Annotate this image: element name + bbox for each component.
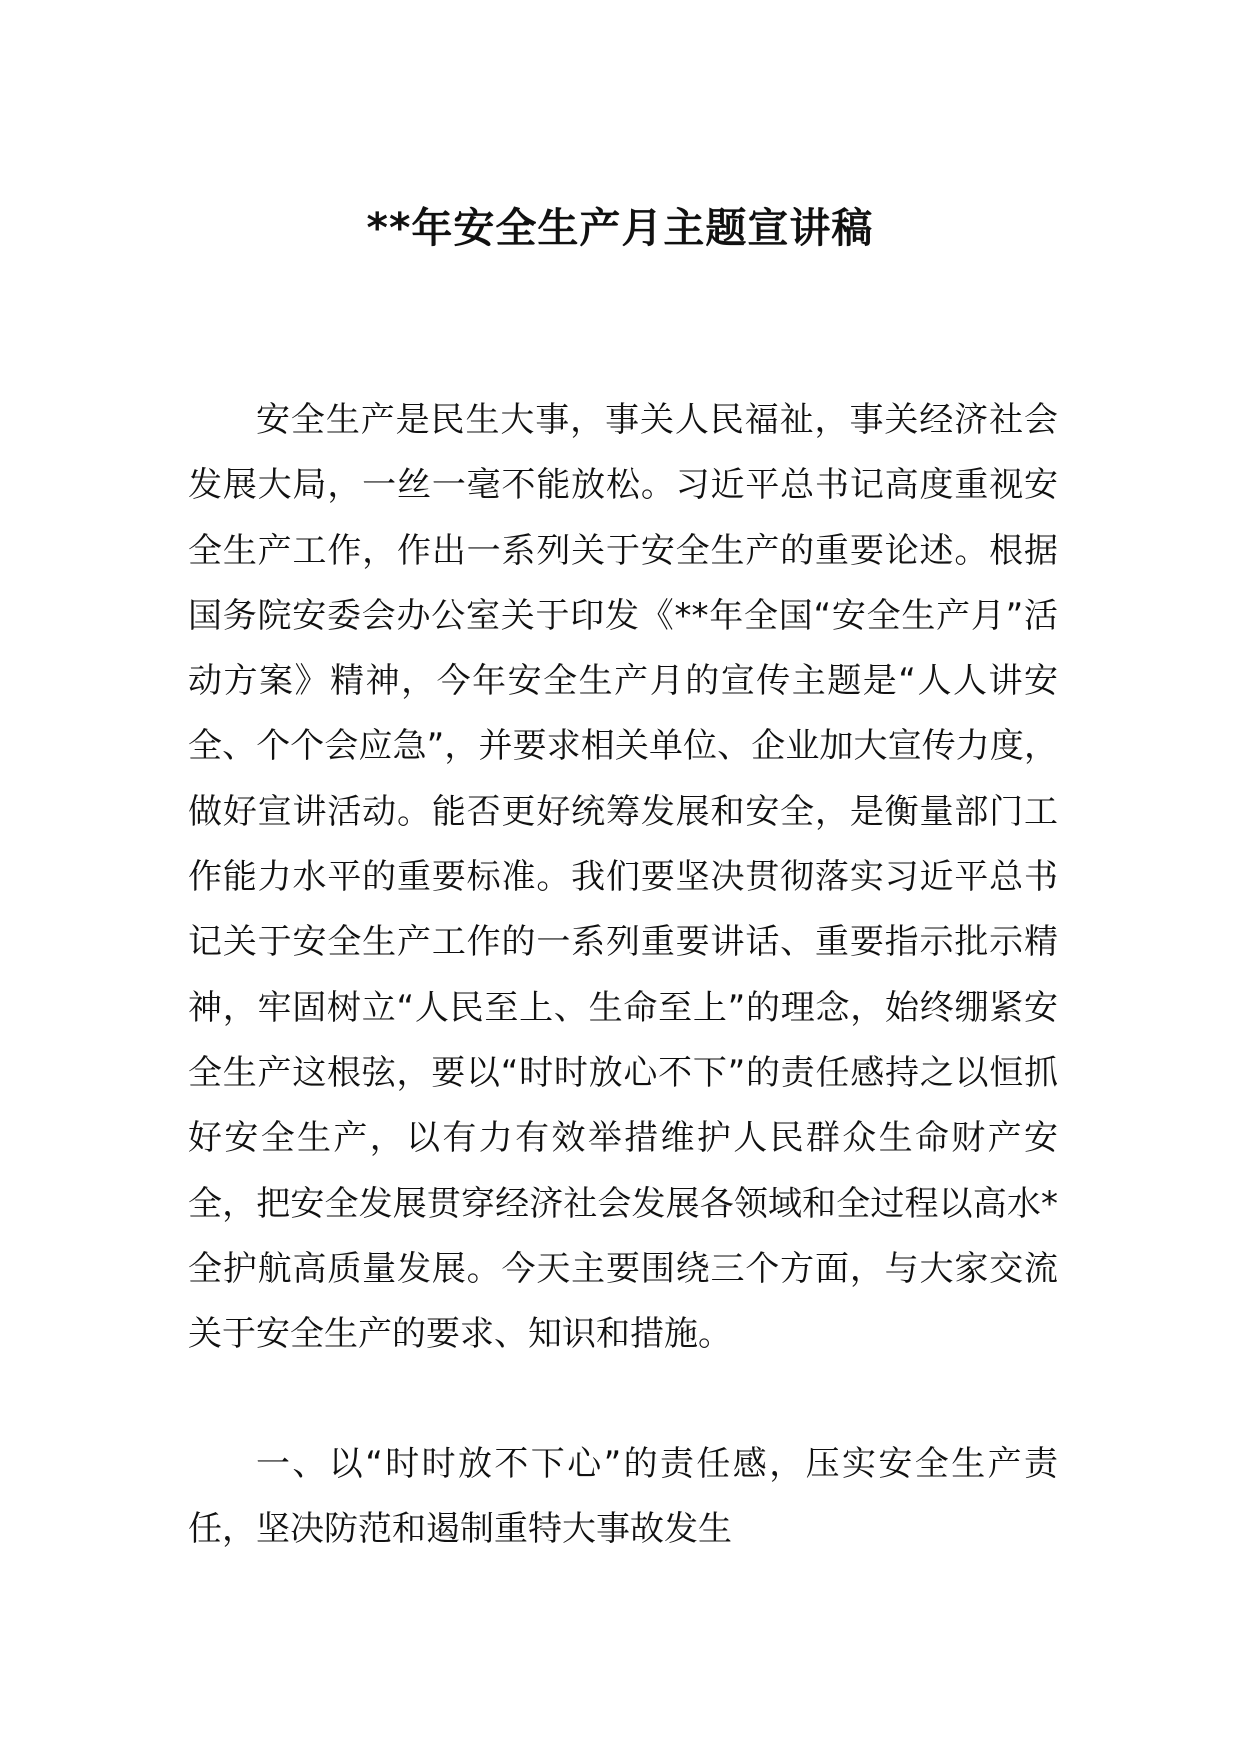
- document-title: **年安全生产月主题宣讲稿: [366, 204, 874, 252]
- section-heading-1: 一、以“时时放不下心”的责任感，压实安全生产责任，坚决防范和遏制重特大事故发生: [188, 1444, 1058, 1550]
- intro-paragraph: 安全生产是民生大事，事关人民福祉，事关经济社会发展大局，一丝一毫不能放松。习近平总书记高度重视安全生产工作，作出一系列关于安全生产的重要论述。根据国务院安委会办公室关于印发《**年全国“安全生产月”活动方案》精神，今年安全生产月的宣传主题是“人人讲安全、个个会应急”，并要求相关单位、企业加大宣传力度，做好宣讲活动。能否更好统筹发展和安全，是衡量部门工作能力水平的重要标准。我们要坚决贯彻落实习近平总书记关于安全生产工作的一系列重要讲话、重要指示批示精神，牢固树立“人民至上、生命至上”的理念，始终绷紧安全生产这根弦，要以“时时放心不下”的责任感持之以恒抓好安全生产，以有力有效举措维护人民群众生命财产安全，把安全发展贯穿经济社会发展各领域和全过程以高水*全护航高质量发展。今天主要围绕三个方面，与大家交流关于安全生产的要求、知识和措施。: [188, 400, 1058, 1355]
